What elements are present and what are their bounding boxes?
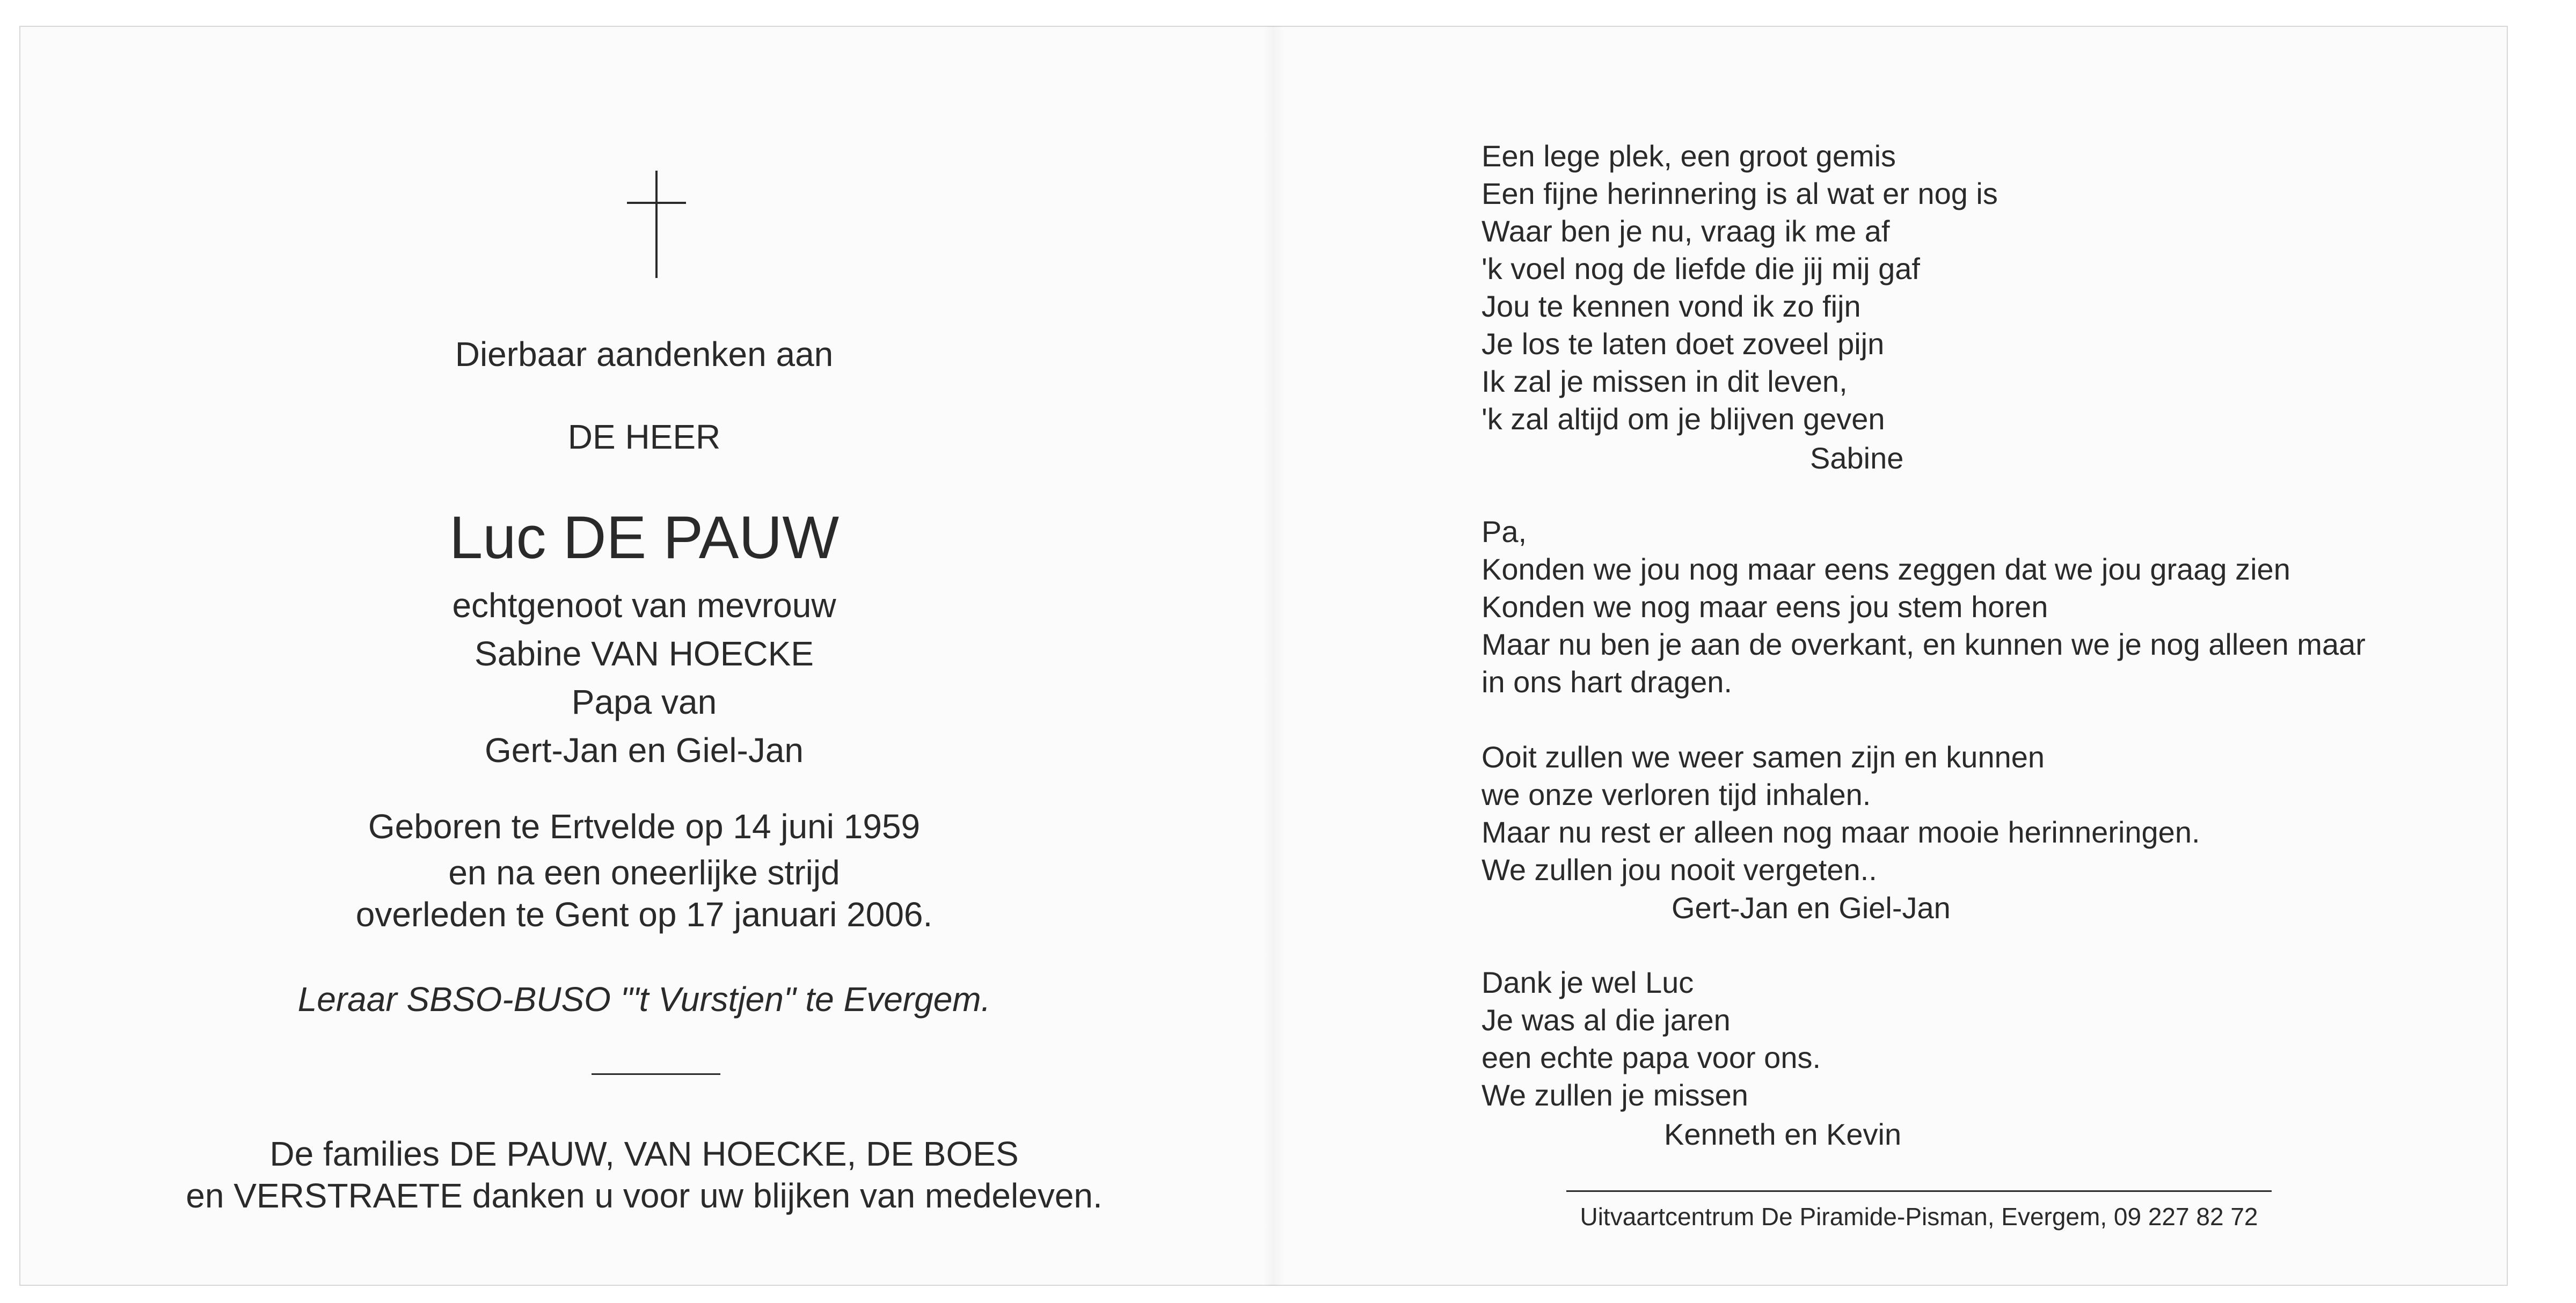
poem-line: Jou te kennen vond ik zo fijn (1482, 289, 1861, 323)
funeral-home-footer: Uitvaartcentrum De Piramide-Pisman, Evergem, 09 227 82 72 (1580, 1203, 2258, 1231)
poem-line: Een fijne herinnering is al wat er nog is (1482, 177, 1998, 210)
poem-3 (1482, 738, 2200, 889)
poem-1-signature: Sabine (1810, 441, 1904, 475)
struggle-line: en na een oneerlijke strijd (448, 853, 840, 892)
parent-line-2: Gert-Jan en Giel-Jan (484, 731, 804, 770)
poem-line: in ons hart dragen. (1482, 665, 1732, 699)
thanks-line-2: en VERSTRAETE danken u voor uw blijken van medeleven. (186, 1176, 1103, 1215)
spouse-line-1: echtgenoot van mevrouw (452, 586, 836, 625)
footer-rule (1566, 1190, 2272, 1192)
poem-4-signature: Kenneth en Kevin (1664, 1117, 1902, 1151)
right-panel (1482, 0, 2501, 1303)
poem-line: Maar nu ben je aan de overkant, en kunnen we je nog alleen maar (1482, 627, 2366, 661)
thanks-line-1: De families DE PAUW, VAN HOECKE, DE BOES (269, 1134, 1019, 1173)
spouse-line-2: Sabine VAN HOECKE (475, 634, 814, 673)
poem-line: Je was al die jaren (1482, 1003, 1731, 1037)
poem-line: Konden we nog maar eens jou stem horen (1482, 590, 2048, 624)
poem-line: Konden we jou nog maar eens zeggen dat we jou graag zien (1482, 552, 2290, 586)
intro-text: Dierbaar aandenken aan (455, 335, 834, 374)
poem-line: Ik zal je missen in dit leven, (1482, 364, 1848, 398)
poem-line: We zullen jou nooit vergeten.. (1482, 853, 1877, 887)
poem-line: Ooit zullen we weer samen zijn en kunnen (1482, 740, 2045, 774)
poem-line: Maar nu rest er alleen nog maar mooie herinneringen. (1482, 815, 2200, 849)
parent-line-1: Papa van (571, 683, 717, 721)
poem-line: Pa, (1482, 515, 1527, 548)
poem-line: Een lege plek, een groot gemis (1482, 139, 1896, 173)
poem-line: Dank je wel Luc (1482, 965, 1694, 999)
cross-icon (627, 171, 686, 278)
poem-line: Waar ben je nu, vraag ik me af (1482, 214, 1890, 248)
occupation-line: Leraar SBSO-BUSO "'t Vurstjen" te Evergem. (297, 980, 991, 1019)
poem-line: We zullen je missen (1482, 1078, 1748, 1112)
poem-line: Je los te laten doet zoveel pijn (1482, 327, 1885, 361)
poem-line: 'k voel nog de liefde die jij mij gaf (1482, 252, 1920, 286)
poem-4 (1482, 964, 1821, 1114)
poem-line: we onze verloren tijd inhalen. (1482, 778, 1871, 811)
title-text: DE HEER (567, 418, 721, 456)
poem-1 (1482, 137, 1998, 438)
death-line: overleden te Gent op 17 januari 2006. (355, 895, 933, 934)
birth-line: Geboren te Ertvelde op 14 juni 1959 (368, 807, 921, 846)
deceased-name: Luc DE PAUW (449, 504, 840, 571)
poem-3-signature: Gert-Jan en Giel-Jan (1672, 891, 1951, 925)
poem-line: een echte papa voor ons. (1482, 1041, 1821, 1074)
poem-2 (1482, 513, 2366, 701)
poem-line: 'k zal altijd om je blijven geven (1482, 402, 1885, 436)
divider (592, 1073, 720, 1075)
